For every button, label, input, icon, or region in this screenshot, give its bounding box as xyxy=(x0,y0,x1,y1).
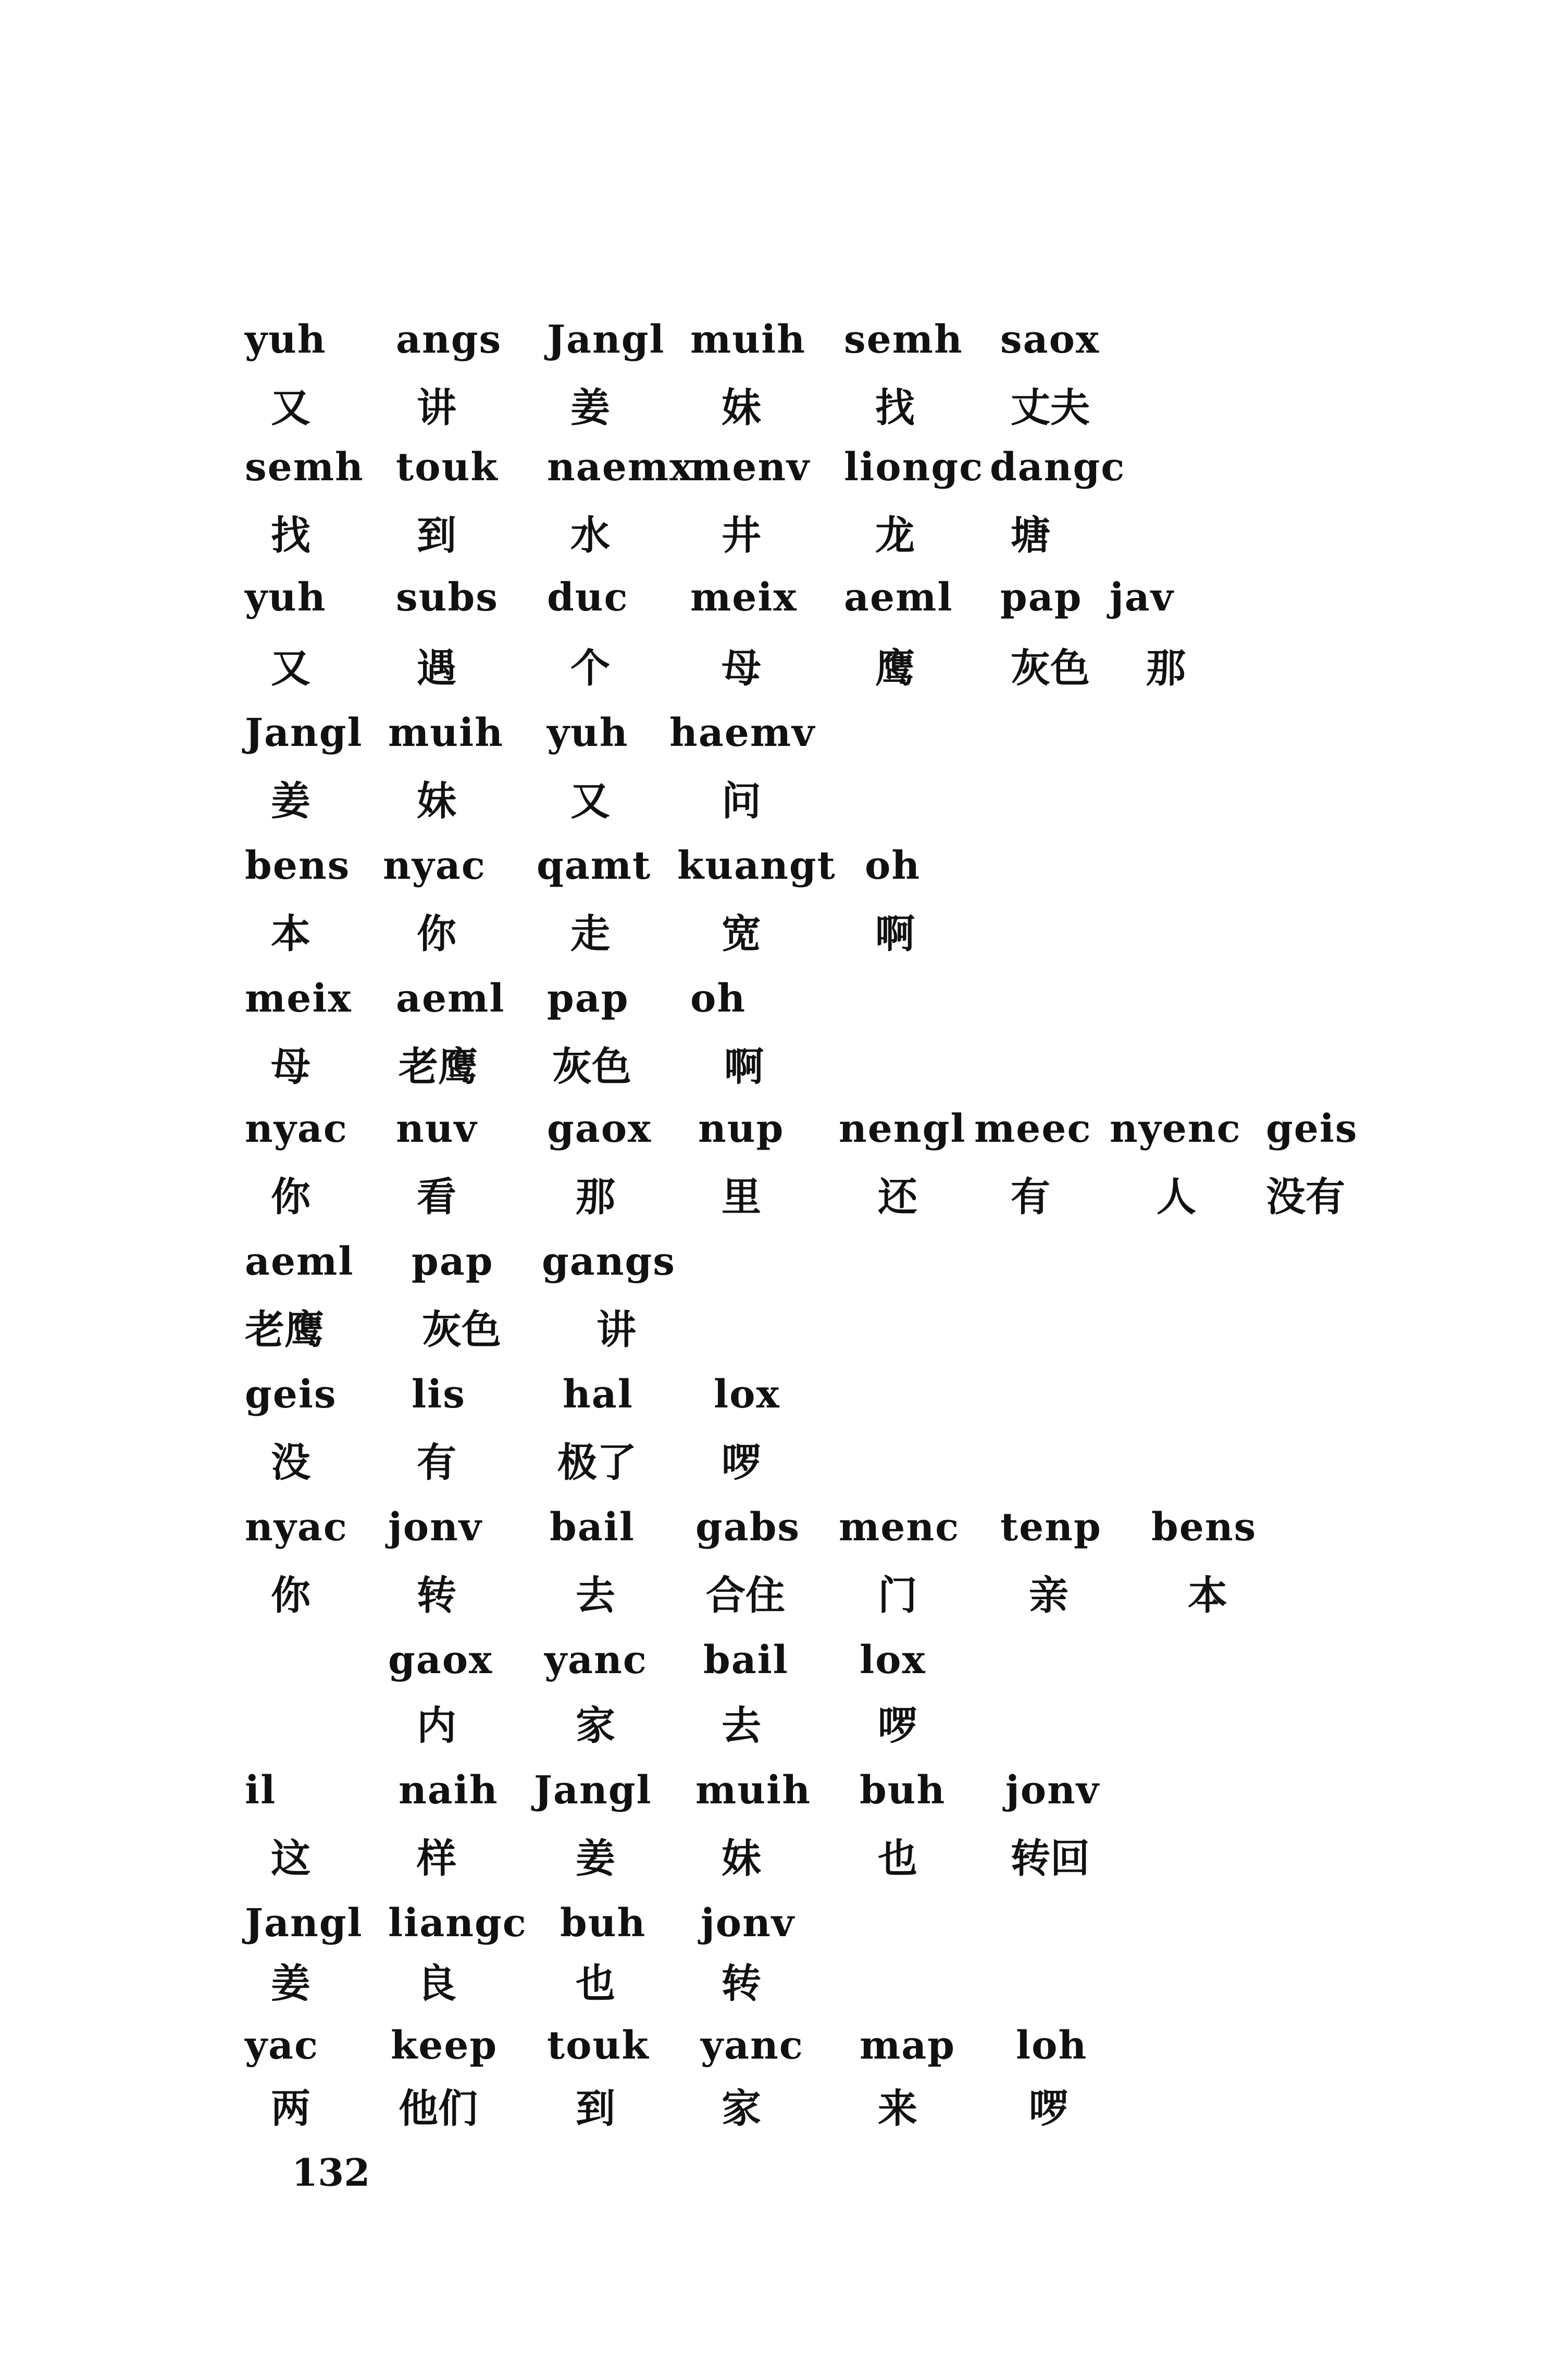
gloss-word: 老鹰 xyxy=(245,1306,324,1353)
gloss-word: 灰色 xyxy=(552,1043,631,1090)
romanized-word: Jangl xyxy=(245,1901,363,1946)
gloss-word: 姜 xyxy=(271,778,310,824)
gloss-word: 妹 xyxy=(722,1835,761,1881)
gloss-word: 人 xyxy=(1157,1174,1196,1220)
romanized-word: nengl xyxy=(839,1106,966,1151)
romanized-word: lox xyxy=(860,1638,926,1683)
romanized-word: pap xyxy=(1000,575,1083,620)
gloss-word: 啊 xyxy=(875,911,915,957)
romanized-line xyxy=(0,1768,1541,1834)
gloss-word: 门 xyxy=(878,1572,917,1618)
gloss-word: 也 xyxy=(878,1835,917,1881)
romanized-word: geis xyxy=(245,1372,337,1417)
gloss-word: 那 xyxy=(1146,645,1186,691)
romanized-word: saox xyxy=(1000,317,1100,362)
romanized-word: aeml xyxy=(844,575,953,620)
gloss-word: 丈夫 xyxy=(1011,384,1090,431)
gloss-word: 宽 xyxy=(722,911,761,957)
romanized-word: nyenc xyxy=(1110,1106,1241,1151)
gloss-word: 家 xyxy=(576,1702,615,1749)
romanized-word: jav xyxy=(1110,575,1174,620)
gloss-word: 问 xyxy=(722,778,761,824)
romanized-word: aeml xyxy=(245,1239,354,1284)
gloss-line xyxy=(0,1306,1541,1373)
romanized-word: liangc xyxy=(388,1901,527,1946)
romanized-word: loh xyxy=(1016,2023,1088,2068)
gloss-word: 那 xyxy=(576,1174,615,1220)
romanized-word: semh xyxy=(844,317,963,362)
page-number: 132 xyxy=(292,2150,370,2195)
gloss-word: 个 xyxy=(570,645,610,691)
gloss-word: 来 xyxy=(878,2085,917,2132)
romanized-word: oh xyxy=(690,976,747,1021)
romanized-word: muih xyxy=(388,711,504,755)
gloss-line xyxy=(0,1702,1541,1768)
gloss-line xyxy=(0,1174,1541,1240)
gloss-word: 啰 xyxy=(1029,2085,1068,2132)
romanized-word: bail xyxy=(550,1505,635,1550)
gloss-word: 到 xyxy=(417,512,456,558)
gloss-word: 鹰 xyxy=(875,645,915,691)
gloss-word: 讲 xyxy=(417,384,456,431)
gloss-word: 啊 xyxy=(724,1043,764,1090)
romanized-word: yanc xyxy=(701,2023,804,2068)
gloss-word: 去 xyxy=(722,1702,761,1749)
gloss-line xyxy=(0,2085,1541,2151)
gloss-word: 转 xyxy=(417,1572,456,1618)
gloss-word: 啰 xyxy=(878,1702,917,1749)
romanized-line xyxy=(0,317,1541,383)
gloss-line xyxy=(0,384,1541,451)
romanized-word: bens xyxy=(245,843,351,888)
romanized-word: yuh xyxy=(547,711,629,755)
romanized-word: nup xyxy=(698,1106,785,1151)
romanized-word: yuh xyxy=(245,317,327,362)
gloss-word: 你 xyxy=(271,1572,310,1618)
gloss-word: 母 xyxy=(271,1043,310,1090)
gloss-word: 姜 xyxy=(271,1960,310,2007)
romanized-word: menv xyxy=(690,445,811,490)
romanized-word: semh xyxy=(245,445,364,490)
romanized-word: geis xyxy=(1266,1106,1358,1151)
gloss-word: 到 xyxy=(576,2085,615,2132)
romanized-word: pap xyxy=(412,1239,494,1284)
romanized-line xyxy=(0,711,1541,776)
gloss-word: 又 xyxy=(271,384,310,431)
gloss-word: 样 xyxy=(417,1835,456,1881)
gloss-line xyxy=(0,1572,1541,1638)
romanized-word: bail xyxy=(703,1638,789,1683)
romanized-line xyxy=(0,976,1541,1042)
gloss-word: 转回 xyxy=(1011,1835,1090,1881)
romanized-word: subs xyxy=(396,575,499,620)
gloss-word: 井 xyxy=(722,512,761,558)
romanized-word: yuh xyxy=(245,575,327,620)
gloss-line xyxy=(0,1439,1541,1505)
gloss-word: 塘 xyxy=(1011,512,1050,558)
gloss-line xyxy=(0,1043,1541,1110)
romanized-word: Jangl xyxy=(534,1768,652,1813)
gloss-word: 又 xyxy=(271,645,310,691)
romanized-word: keep xyxy=(391,2023,498,2068)
gloss-word: 转 xyxy=(722,1960,761,2007)
gloss-word: 亲 xyxy=(1029,1572,1068,1618)
romanized-word: naemx xyxy=(547,445,694,490)
romanized-word: touk xyxy=(547,2023,650,2068)
romanized-word: Jangl xyxy=(245,711,363,755)
romanized-word: angs xyxy=(396,317,502,362)
gloss-word: 内 xyxy=(417,1702,456,1749)
gloss-line xyxy=(0,911,1541,977)
romanized-line xyxy=(0,445,1541,510)
romanized-line xyxy=(0,1239,1541,1305)
gloss-line xyxy=(0,1835,1541,1901)
romanized-word: buh xyxy=(860,1768,946,1813)
gloss-word: 找 xyxy=(271,512,310,558)
romanized-word: jonv xyxy=(701,1901,795,1946)
gloss-word: 看 xyxy=(417,1174,456,1220)
gloss-word: 也 xyxy=(576,1960,615,2007)
gloss-word: 里 xyxy=(722,1174,761,1220)
romanized-word: hal xyxy=(563,1372,633,1417)
romanized-line xyxy=(0,1638,1541,1703)
romanized-line xyxy=(0,843,1541,909)
gloss-word: 他们 xyxy=(399,2085,478,2132)
gloss-word: 水 xyxy=(570,512,610,558)
romanized-word: jonv xyxy=(388,1505,482,1550)
romanized-word: bens xyxy=(1151,1505,1257,1550)
gloss-word: 找 xyxy=(875,384,915,431)
romanized-word: nyac xyxy=(245,1505,348,1550)
romanized-word: nyac xyxy=(383,843,486,888)
gloss-word: 有 xyxy=(417,1439,456,1486)
gloss-word: 你 xyxy=(417,911,456,957)
gloss-word: 去 xyxy=(576,1572,615,1618)
gloss-word: 两 xyxy=(271,2085,310,2132)
romanized-line xyxy=(0,1106,1541,1172)
romanized-word: touk xyxy=(396,445,499,490)
romanized-line xyxy=(0,1505,1541,1571)
gloss-word: 你 xyxy=(271,1174,310,1220)
romanized-word: dangc xyxy=(990,445,1126,490)
romanized-line xyxy=(0,2023,1541,2089)
romanized-word: liongc xyxy=(844,445,984,490)
gloss-line xyxy=(0,645,1541,711)
romanized-line xyxy=(0,1901,1541,1966)
romanized-word: gaox xyxy=(388,1638,493,1683)
romanized-word: yac xyxy=(245,2023,319,2068)
gloss-word: 妹 xyxy=(417,778,456,824)
gloss-word: 没 xyxy=(271,1439,310,1486)
gloss-word: 极了 xyxy=(557,1439,637,1486)
gloss-word: 还 xyxy=(878,1174,917,1220)
gloss-word: 姜 xyxy=(570,384,610,431)
romanized-word: pap xyxy=(547,976,629,1021)
gloss-word: 家 xyxy=(722,2085,761,2132)
gloss-word: 没有 xyxy=(1266,1174,1345,1220)
gloss-word: 遇 xyxy=(417,645,456,691)
romanized-word: meix xyxy=(245,976,352,1021)
romanized-word: gangs xyxy=(542,1239,676,1284)
romanized-word: lis xyxy=(412,1372,466,1417)
romanized-word: jonv xyxy=(1005,1768,1100,1813)
gloss-word: 母 xyxy=(722,645,761,691)
romanized-word: map xyxy=(860,2023,955,2068)
gloss-word: 本 xyxy=(1188,1572,1227,1618)
romanized-word: aeml xyxy=(396,976,505,1021)
romanized-word: haemv xyxy=(669,711,816,755)
gloss-word: 妹 xyxy=(722,384,761,431)
gloss-word: 啰 xyxy=(722,1439,761,1486)
gloss-word: 有 xyxy=(1011,1174,1050,1220)
romanized-word: muih xyxy=(695,1768,812,1813)
romanized-word: nyac xyxy=(245,1106,348,1151)
gloss-word: 讲 xyxy=(596,1306,636,1353)
romanized-word: menc xyxy=(839,1505,960,1550)
romanized-word: gabs xyxy=(695,1505,801,1550)
romanized-word: gaox xyxy=(547,1106,652,1151)
romanized-word: naih xyxy=(399,1768,499,1813)
gloss-word: 又 xyxy=(570,778,610,824)
gloss-word: 良 xyxy=(417,1960,456,2007)
gloss-word: 走 xyxy=(570,911,610,957)
romanized-word: tenp xyxy=(1000,1505,1102,1550)
gloss-line xyxy=(0,778,1541,844)
romanized-word: meix xyxy=(690,575,798,620)
romanized-word: qamt xyxy=(537,843,652,888)
gloss-word: 本 xyxy=(271,911,310,957)
gloss-word: 姜 xyxy=(576,1835,615,1881)
romanized-word: meec xyxy=(974,1106,1092,1151)
romanized-word: Jangl xyxy=(547,317,665,362)
gloss-word: 龙 xyxy=(875,512,915,558)
gloss-word: 灰色 xyxy=(1011,645,1090,691)
romanized-word: kuangt xyxy=(677,843,836,888)
romanized-line xyxy=(0,575,1541,641)
romanized-word: muih xyxy=(690,317,806,362)
gloss-word: 合住 xyxy=(706,1572,785,1618)
gloss-word: 灰色 xyxy=(422,1306,501,1353)
gloss-word: 这 xyxy=(271,1835,310,1881)
romanized-word: duc xyxy=(547,575,629,620)
romanized-word: buh xyxy=(560,1901,647,1946)
romanized-word: oh xyxy=(865,843,921,888)
gloss-line xyxy=(0,1960,1541,2026)
gloss-word: 老鹰 xyxy=(399,1043,478,1090)
romanized-word: nuv xyxy=(396,1106,478,1151)
romanized-word: il xyxy=(245,1768,277,1813)
romanized-word: lox xyxy=(714,1372,780,1417)
romanized-line xyxy=(0,1372,1541,1438)
gloss-line xyxy=(0,512,1541,578)
romanized-word: yanc xyxy=(544,1638,648,1683)
